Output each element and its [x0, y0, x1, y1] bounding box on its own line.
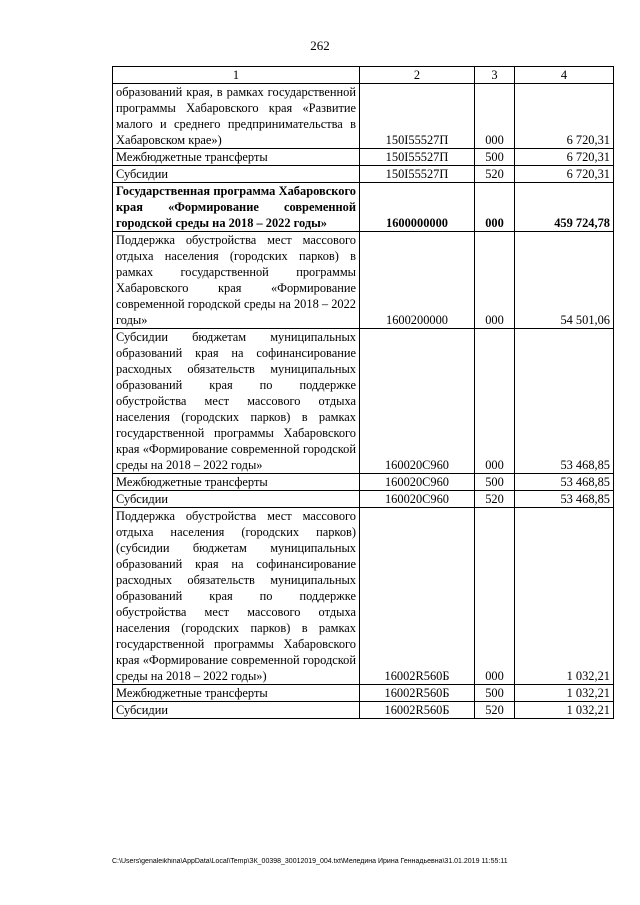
- row-type: 000: [475, 232, 515, 329]
- row-code: 16002R560Б: [360, 702, 475, 719]
- row-type: 000: [475, 84, 515, 149]
- row-type: 520: [475, 491, 515, 508]
- row-type: 500: [475, 685, 515, 702]
- row-code: 150I55527П: [360, 84, 475, 149]
- table-row: [113, 474, 614, 491]
- row-name: Межбюджетные трансферты: [113, 149, 360, 166]
- header-row: [113, 67, 614, 84]
- row-amount: 6 720,31: [515, 149, 614, 166]
- footer-file-path: C:\Users\genaleikhina\AppData\Local\Temp\ЗК_00398_30012019_004.txt\Меледина Ирина Геннадьевна\31.01.2019 11:55:11: [112, 858, 508, 865]
- row-amount: 53 468,85: [515, 329, 614, 474]
- row-name: Субсидии бюджетам муниципальных образований края на софинансирование расходных обязательств муниципальных образований края по поддержке обустройства мест массового отдыха населения (городских парков) в рамках государственной программы Хабаровского края «Формирование современной городской среды на 2018 – 2022 годы»: [113, 329, 360, 474]
- row-code: 150I55527П: [360, 166, 475, 183]
- header-col-name: 1: [113, 67, 360, 84]
- row-code: 160020С960: [360, 491, 475, 508]
- row-name: образований края, в рамках государственной программы Хабаровского края «Развитие малого и среднего предпринимательства в Хабаровском крае»): [113, 84, 360, 149]
- row-code: 16002R560Б: [360, 685, 475, 702]
- table-row: [113, 84, 614, 149]
- row-name: Межбюджетные трансферты: [113, 685, 360, 702]
- row-name: Межбюджетные трансферты: [113, 474, 360, 491]
- row-code: 1600000000: [360, 183, 475, 232]
- row-code: 16002R560Б: [360, 508, 475, 685]
- table-row: [113, 702, 614, 719]
- row-amount: 6 720,31: [515, 84, 614, 149]
- row-code: 1600200000: [360, 232, 475, 329]
- table-row: [113, 166, 614, 183]
- row-amount: 54 501,06: [515, 232, 614, 329]
- table-row: [113, 685, 614, 702]
- row-type: 500: [475, 149, 515, 166]
- row-code: 160020С960: [360, 474, 475, 491]
- row-name: Поддержка обустройства мест массового отдыха населения (городских парков) (субсидии бюджетам муниципальных образований края на софинансирование расходных обязательств муниципальных образований края по поддержке обустройства мест массового отдыха населения (городских парков) в рамках государственной программы Хабаровского края «Формирование современной городской среды на 2018 – 2022 годы»): [113, 508, 360, 685]
- table-row: [113, 329, 614, 474]
- row-name: Государственная программа Хабаровского края «Формирование современной городской среды на 2018 – 2022 годы»: [113, 183, 360, 232]
- table-row: [113, 232, 614, 329]
- header-col-amount: 4: [515, 67, 614, 84]
- row-type: 520: [475, 166, 515, 183]
- page-number: 262: [310, 38, 330, 53]
- row-amount: 53 468,85: [515, 491, 614, 508]
- row-amount: 53 468,85: [515, 474, 614, 491]
- row-code: 160020С960: [360, 329, 475, 474]
- row-amount: 1 032,21: [515, 702, 614, 719]
- table-row: [113, 491, 614, 508]
- row-type: 520: [475, 702, 515, 719]
- table-row: [113, 508, 614, 685]
- row-name: Субсидии: [113, 702, 360, 719]
- row-amount: 6 720,31: [515, 166, 614, 183]
- row-amount: 1 032,21: [515, 508, 614, 685]
- row-type: 000: [475, 508, 515, 685]
- row-code: 150I55527П: [360, 149, 475, 166]
- row-amount: 1 032,21: [515, 685, 614, 702]
- row-name: Субсидии: [113, 166, 360, 183]
- row-name: Субсидии: [113, 491, 360, 508]
- row-type: 500: [475, 474, 515, 491]
- row-type: 000: [475, 329, 515, 474]
- header-col-code: 2: [360, 67, 475, 84]
- table-row: [113, 149, 614, 166]
- table-row-program: [113, 183, 614, 232]
- budget-table: [112, 66, 614, 719]
- header-col-type: 3: [475, 67, 515, 84]
- row-name: Поддержка обустройства мест массового отдыха населения (городских парков) в рамках государственной программы Хабаровского края «Формирование современной городской среды на 2018 – 2022 годы»: [113, 232, 360, 329]
- row-amount: 459 724,78: [515, 183, 614, 232]
- row-type: 000: [475, 183, 515, 232]
